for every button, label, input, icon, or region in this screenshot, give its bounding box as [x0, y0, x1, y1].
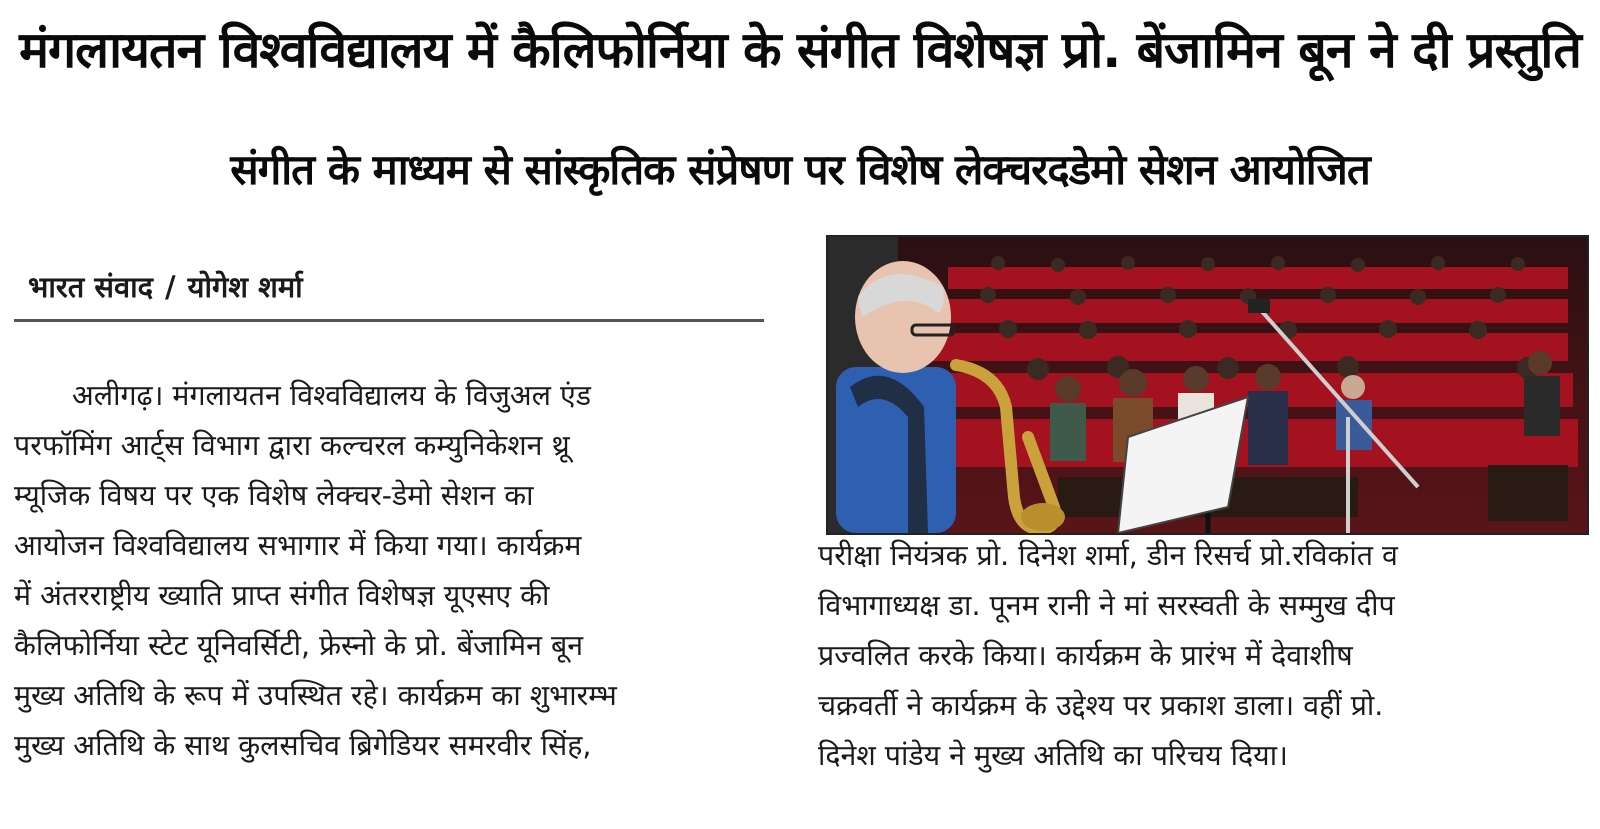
byline	[28, 262, 768, 312]
text-line: म्यूजिक विषय पर एक विशेष लेक्चर-डेमो सेशन का	[14, 479, 534, 512]
event-photo	[826, 235, 1589, 535]
text-line: मुख्य अतिथि के रूप में उपस्थित रहे। कार्यक्रम का शुभारम्भ	[14, 679, 617, 712]
text-line: आयोजन विश्वविद्यालय सभागार में किया गया। कार्यक्रम	[14, 529, 582, 562]
byline-rule	[14, 319, 764, 322]
text-line: प्रज्वलित करके किया। कार्यक्रम के प्रारंभ में देवाशीष	[818, 639, 1353, 672]
text-line: मुख्य अतिथि के साथ कुलसचिव ब्रिगेडियर समरवीर सिंह,	[14, 729, 592, 762]
byline-author: योगेश शर्मा	[187, 270, 303, 304]
event-photo-illustration	[828, 237, 1587, 533]
text-line: कैलिफोर्निया स्टेट यूनिवर्सिटी, फ्रेस्नो के प्रो. बेंजामिन बून	[14, 629, 584, 662]
text-line: दिनेश पांडेय ने मुख्य अतिथि का परिचय दिया।	[818, 739, 1288, 772]
article-column-right	[818, 531, 1588, 781]
text-line: विभागाध्यक्ष डा. पूनम रानी ने मां सरस्वती के सम्मुख दीप	[818, 589, 1395, 622]
text-line: चक्रवर्ती ने कार्यक्रम के उद्देश्य पर प्रकाश डाला। वहीं प्रो.	[818, 689, 1384, 722]
headline: मंगलायतन विश्वविद्यालय में कैलिफोर्निया के संगीत विशेषज्ञ प्रो. बेंजामिन बून ने दी प्रस्तुति	[19, 21, 1581, 79]
text-line: अलीगढ़। मंगलायतन विश्वविद्यालय के विजुअल एंड	[72, 379, 592, 412]
subheadline: संगीत के माध्यम से सांस्कृतिक संप्रेषण पर विशेष लेक्चरदडेमो सेशन आयोजित	[230, 145, 1370, 194]
byline-source: भारत संवाद	[28, 270, 154, 304]
text-line: परफॉमिंग आर्ट्स विभाग द्वारा कल्चरल कम्युनिकेशन थ्रू	[14, 429, 570, 462]
text-line: परीक्षा नियंत्रक प्रो. दिनेश शर्मा, डीन रिसर्च प्रो.रविकांत व	[818, 539, 1398, 572]
text-line: में अंतरराष्ट्रीय ख्याति प्राप्त संगीत विशेषज्ञ यूएसए की	[14, 579, 550, 612]
article-column-left	[14, 371, 784, 771]
byline-separator: /	[165, 270, 176, 304]
